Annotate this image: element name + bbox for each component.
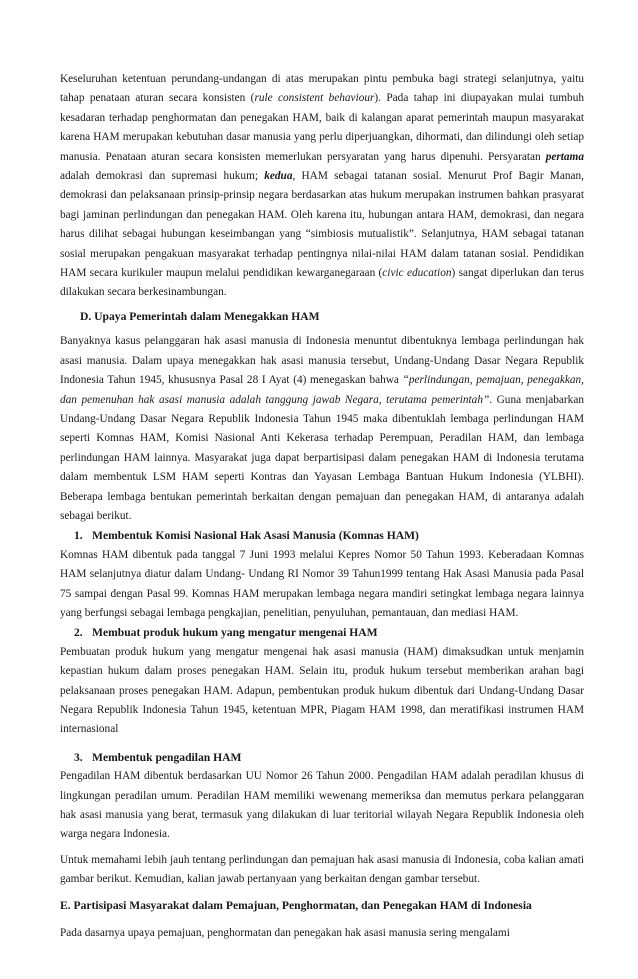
- item-text-produk-hukum: Pembuatan produk hukum yang mengatur mengenai hak asasi manusia (HAM) dimaksudkan untuk menjamin kepastian hukum dalam proses penegakan HAM. Selain itu, produk hukum tersebut memberikan arahan bagi pelaksanaan proses penegakan HAM. Adapun, pembentukan produk hukum dibentuk dari Undang-Undang Dasar Negara Republik Indonesia Tahun 1945, ketentuan MPR, Piagam HAM 1998, dan meratifikasi instrumen HAM internasional: [60, 645, 584, 736]
- item-heading-pengadilan: 3. Membentuk pengadilan HAM: [74, 750, 242, 764]
- paragraph-strategy: Keseluruhan ketentuan perundang-undangan di atas merupakan pintu pembuka bagi strategi selanjutnya, yaitu tahap penataan aturan secara konsisten (rule consistent behaviour). Pada tahap ini diupayakan mulai tumbuh kesadaran terhadap penghormatan dan penegakan HAM, baik di kalangan aparat pemerintah maupun masyarakat karena HAM merupakan kebutuhan dasar manusia yang perlu diperjuangkan, dihormati, dan dilindungi oleh setiap manusia. Penataan aturan secara konsisten memerlukan persyaratan yang harus dipenuhi. Persyaratan pertama adalah demokrasi dan supremasi hukum; kedua, HAM sebagai tatanan sosial. Menurut Prof Bagir Manan, demokrasi dan pelaksanaan prinsip-prinsip negara berdasarkan atas hukum merupakan instrumen bahkan prasyarat bagi jaminan perlindungan dan penegakan HAM. Oleh karena itu, hubungan antara HAM, demokrasi, dan negara harus dilihat sebagai hubungan keseimbangan yang “simbiosis mutualistik”. Selanjutnya, HAM sebagai tatanan sosial merupakan pengakuan masyarakat terhadap pentingnya nilai-nilai HAM dalam tatanan sosial. Pendidikan HAM secara kurikuler maupun melalui pendidikan kewarganegaraan (civic education) sangat diperlukan dan terus dilakukan secara berkesinambungan.: [60, 73, 585, 299]
- section-heading-d: D. Upaya Pemerintah dalam Menegakkan HAM: [80, 309, 320, 323]
- paragraph-basic: Pada dasarnya upaya pemajuan, penghormatan dan penegakan hak asasi manusia sering mengalami: [60, 927, 510, 940]
- item-text-komnas: Komnas HAM dibentuk pada tanggal 7 Juni 1993 melalui Kepres Nomor 50 Tahun 1993. Keberadaan Komnas HAM selanjutnya diatur dalam Undang- Undang RI Nomor 39 Tahun1999 tentang Hak Asasi Manusia pada Pasal 75 sampai dengan Pasal 99. Komnas HAM merupakan lembaga negara mandiri setingkat lembaga negara lainnya yang berfungsi sebagai lembaga pengkajian, penelitian, penyuluhan, pemantauan, dan mediasi HAM.: [60, 548, 584, 619]
- item-text-pengadilan: Pengadilan HAM dibentuk berdasarkan UU Nomor 26 Tahun 2000. Pengadilan HAM adalah peradilan khusus di lingkungan peradilan umum. Peradilan HAM memiliki wewenang memeriksa dan memutus perkara pelanggaran hak asasi manusia yang berat, termasuk yang dilakukan di luar teritorial wilayah Negara Republik Indonesia oleh warga negara Indonesia.: [60, 770, 584, 841]
- paragraph-institutions: Banyaknya kasus pelanggaran hak asasi manusia di Indonesia menuntut dibentuknya lembaga perlindungan hak asasi manusia. Dalam upaya menegakkan hak asasi manusia tersebut, Undang-Undang Dasar Negara Republik Indonesia Tahun 1945, khususnya Pasal 28 I Ayat (4) menegaskan bahwa “perlindungan, pemajuan, penegakkan, dan pemenuhan hak asasi manusia adalah tanggung jawab Negara, terutama pemerintah”. Guna menjabarkan Undang-Undang Dasar Negara Republik Indonesia Tahun 1945 maka dibentuklah lembaga perlindungan HAM seperti Komnas HAM, Komisi Nasional Anti Kekerasa terhadap Perempuan, Peradilan HAM, dan lembaga perlindungan HAM lainnya. Masyarakat juga dapat berpartisipasi dalam penegakan HAM di Indonesia terutama dalam membentuk LSM HAM seperti Kontras dan Yayasan Lembaga Bantuan Hukum Indonesia (YLBHI). Beberapa lembaga bentukan pemerintah berkaitan dengan pemajuan dan penegakan HAM, di antaranya adalah sebagai berikut.: [60, 335, 584, 522]
- item-heading-komnas: 1. Membentuk Komisi Nasional Hak Asasi Manusia (Komnas HAM): [74, 529, 419, 543]
- paragraph-observe: Untuk memahami lebih jauh tentang perlindungan dan pemajuan hak asasi manusia di Indonesia, coba kalian amati gambar berikut. Kemudian, kalian jawab pertanyaan yang berkaitan dengan gambar tersebut.: [60, 853, 584, 886]
- page-content: [60, 70, 584, 943]
- section-heading-e: E. Partisipasi Masyarakat dalam Pemajuan, Penghormatan, dan Penegakan HAM di Indonesia: [60, 898, 532, 912]
- item-heading-produk-hukum: 2. Membuat produk hukum yang mengatur mengenai HAM: [74, 626, 378, 640]
